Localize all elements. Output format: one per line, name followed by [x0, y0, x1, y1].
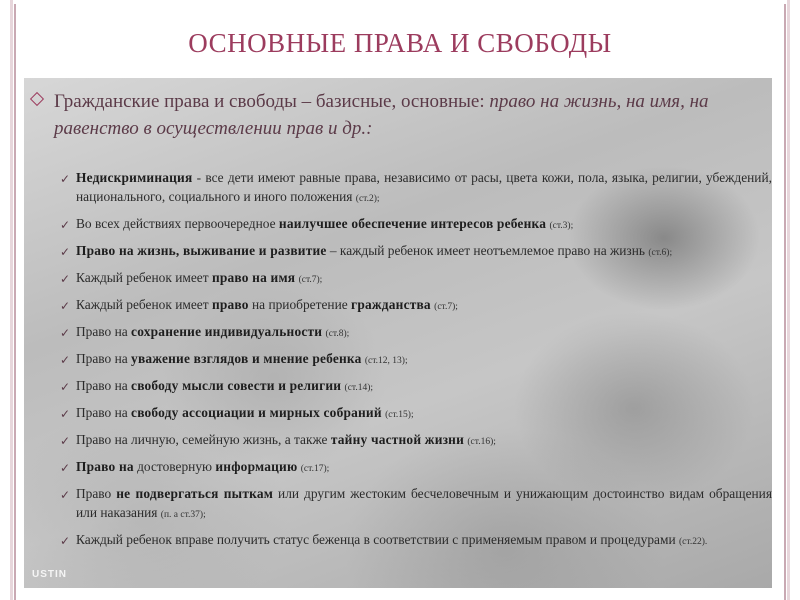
- text-fragment: Право на личную, семейную жизнь, а также: [76, 432, 331, 447]
- article-reference: (ст.15);: [385, 410, 414, 420]
- checkmark-icon: ✓: [60, 353, 71, 367]
- rights-list: [60, 168, 772, 557]
- checkmark-icon: ✓: [60, 380, 71, 394]
- text-fragment: или другим жестоким бесчеловечным и унижающим достоинство видам обращения или наказания: [76, 486, 772, 520]
- list-item: [60, 214, 772, 236]
- article-reference: (ст.2);: [355, 194, 380, 204]
- lead-italic: право на жизнь, на имя, на равенство в осуществлении прав и др.:: [54, 91, 709, 139]
- list-item: [60, 484, 772, 525]
- checkmark-icon: ✓: [60, 488, 71, 502]
- bold-phrase: уважение взглядов и мнение ребенка: [131, 351, 362, 366]
- lead-paragraph: [32, 88, 762, 142]
- text-fragment: - все дети имеют равные права, независимо от расы, цвета кожи, пола, языка, религии, убеждений, национального, социального и иного положения: [76, 170, 772, 204]
- article-reference: (ст.12, 13);: [364, 356, 408, 366]
- bold-phrase: Право на: [76, 459, 134, 474]
- list-item: [60, 530, 772, 552]
- article-reference: (ст.7);: [298, 275, 323, 285]
- checkmark-icon: ✓: [60, 272, 71, 286]
- slide-accent-left: [10, 0, 13, 600]
- text-fragment: Право на: [76, 378, 132, 393]
- bold-phrase: свободу ассоциации и мирных собраний: [131, 405, 382, 420]
- article-reference: (ст.6);: [648, 248, 673, 258]
- text-fragment: на приобретение: [248, 297, 352, 312]
- list-item: [60, 457, 772, 479]
- bold-phrase: свободу мысли совести и религии: [131, 378, 342, 393]
- bold-phrase: право на имя: [211, 270, 296, 285]
- bold-phrase: наилучшее обеспечение интересов ребенка: [278, 216, 547, 231]
- article-reference: (п. а ст.37);: [160, 510, 206, 520]
- text-fragment: Право: [76, 486, 117, 501]
- text-fragment: Право на: [76, 405, 132, 420]
- text-fragment: Право на: [76, 351, 132, 366]
- text-fragment: достоверную: [133, 459, 216, 474]
- list-item: [60, 349, 772, 371]
- checkmark-icon: ✓: [60, 407, 71, 421]
- bold-phrase: право: [211, 297, 249, 312]
- article-reference: (ст.14);: [344, 383, 374, 393]
- article-reference: (ст.3);: [549, 221, 574, 231]
- text-fragment: – каждый ребенок имеет неотъемлемое право на жизнь: [326, 243, 649, 258]
- slide-title: ОСНОВНЫЕ ПРАВА И СВОБОДЫ: [188, 28, 612, 58]
- checkmark-icon: ✓: [60, 434, 71, 448]
- lead-text: [32, 88, 762, 142]
- text-fragment: Каждый ребенок вправе получить статус беженца в соответствии с применяемым правом и процедурами: [76, 532, 679, 547]
- checkmark-icon: ✓: [60, 172, 71, 186]
- list-item: [60, 403, 772, 425]
- checkmark-icon: ✓: [60, 299, 71, 313]
- checkmark-icon: ✓: [60, 326, 71, 340]
- list-item: [60, 295, 772, 317]
- article-reference: (ст.7);: [434, 302, 458, 312]
- list-item: [60, 430, 772, 452]
- slide-accent-right: [787, 0, 790, 600]
- content-panel: [24, 78, 772, 588]
- list-item: [60, 322, 772, 344]
- list-item: [60, 376, 772, 398]
- text-fragment: Во всех действиях первоочередное: [76, 216, 279, 231]
- bold-phrase: тайну частной жизни: [330, 432, 465, 447]
- bold-phrase: информацию: [215, 459, 298, 474]
- checkmark-icon: ✓: [60, 245, 71, 259]
- list-item: [60, 241, 772, 263]
- text-fragment: Каждый ребенок имеет: [76, 297, 212, 312]
- bold-phrase: гражданства: [351, 297, 431, 312]
- bold-phrase: сохранение индивидуальности: [131, 324, 323, 339]
- bold-phrase: Недискриминация: [76, 170, 193, 185]
- checkmark-icon: ✓: [60, 534, 71, 548]
- watermark: USTIN: [32, 569, 67, 580]
- text-fragment: Право на: [76, 324, 132, 339]
- bold-phrase: не подвергаться пыткам: [116, 486, 274, 501]
- list-item: [60, 168, 772, 209]
- checkmark-icon: ✓: [60, 218, 71, 232]
- list-item: [60, 268, 772, 290]
- checkmark-icon: ✓: [60, 461, 71, 475]
- article-reference: (ст.22).: [679, 537, 708, 547]
- bold-phrase: Право на жизнь, выживание и развитие: [76, 243, 327, 258]
- article-reference: (ст.8);: [325, 329, 350, 339]
- article-reference: (ст.16);: [467, 437, 496, 447]
- lead-normal: Гражданские права и свободы – базисные, основные:: [54, 91, 490, 112]
- text-fragment: Каждый ребенок имеет: [76, 270, 212, 285]
- article-reference: (ст.17);: [300, 464, 330, 474]
